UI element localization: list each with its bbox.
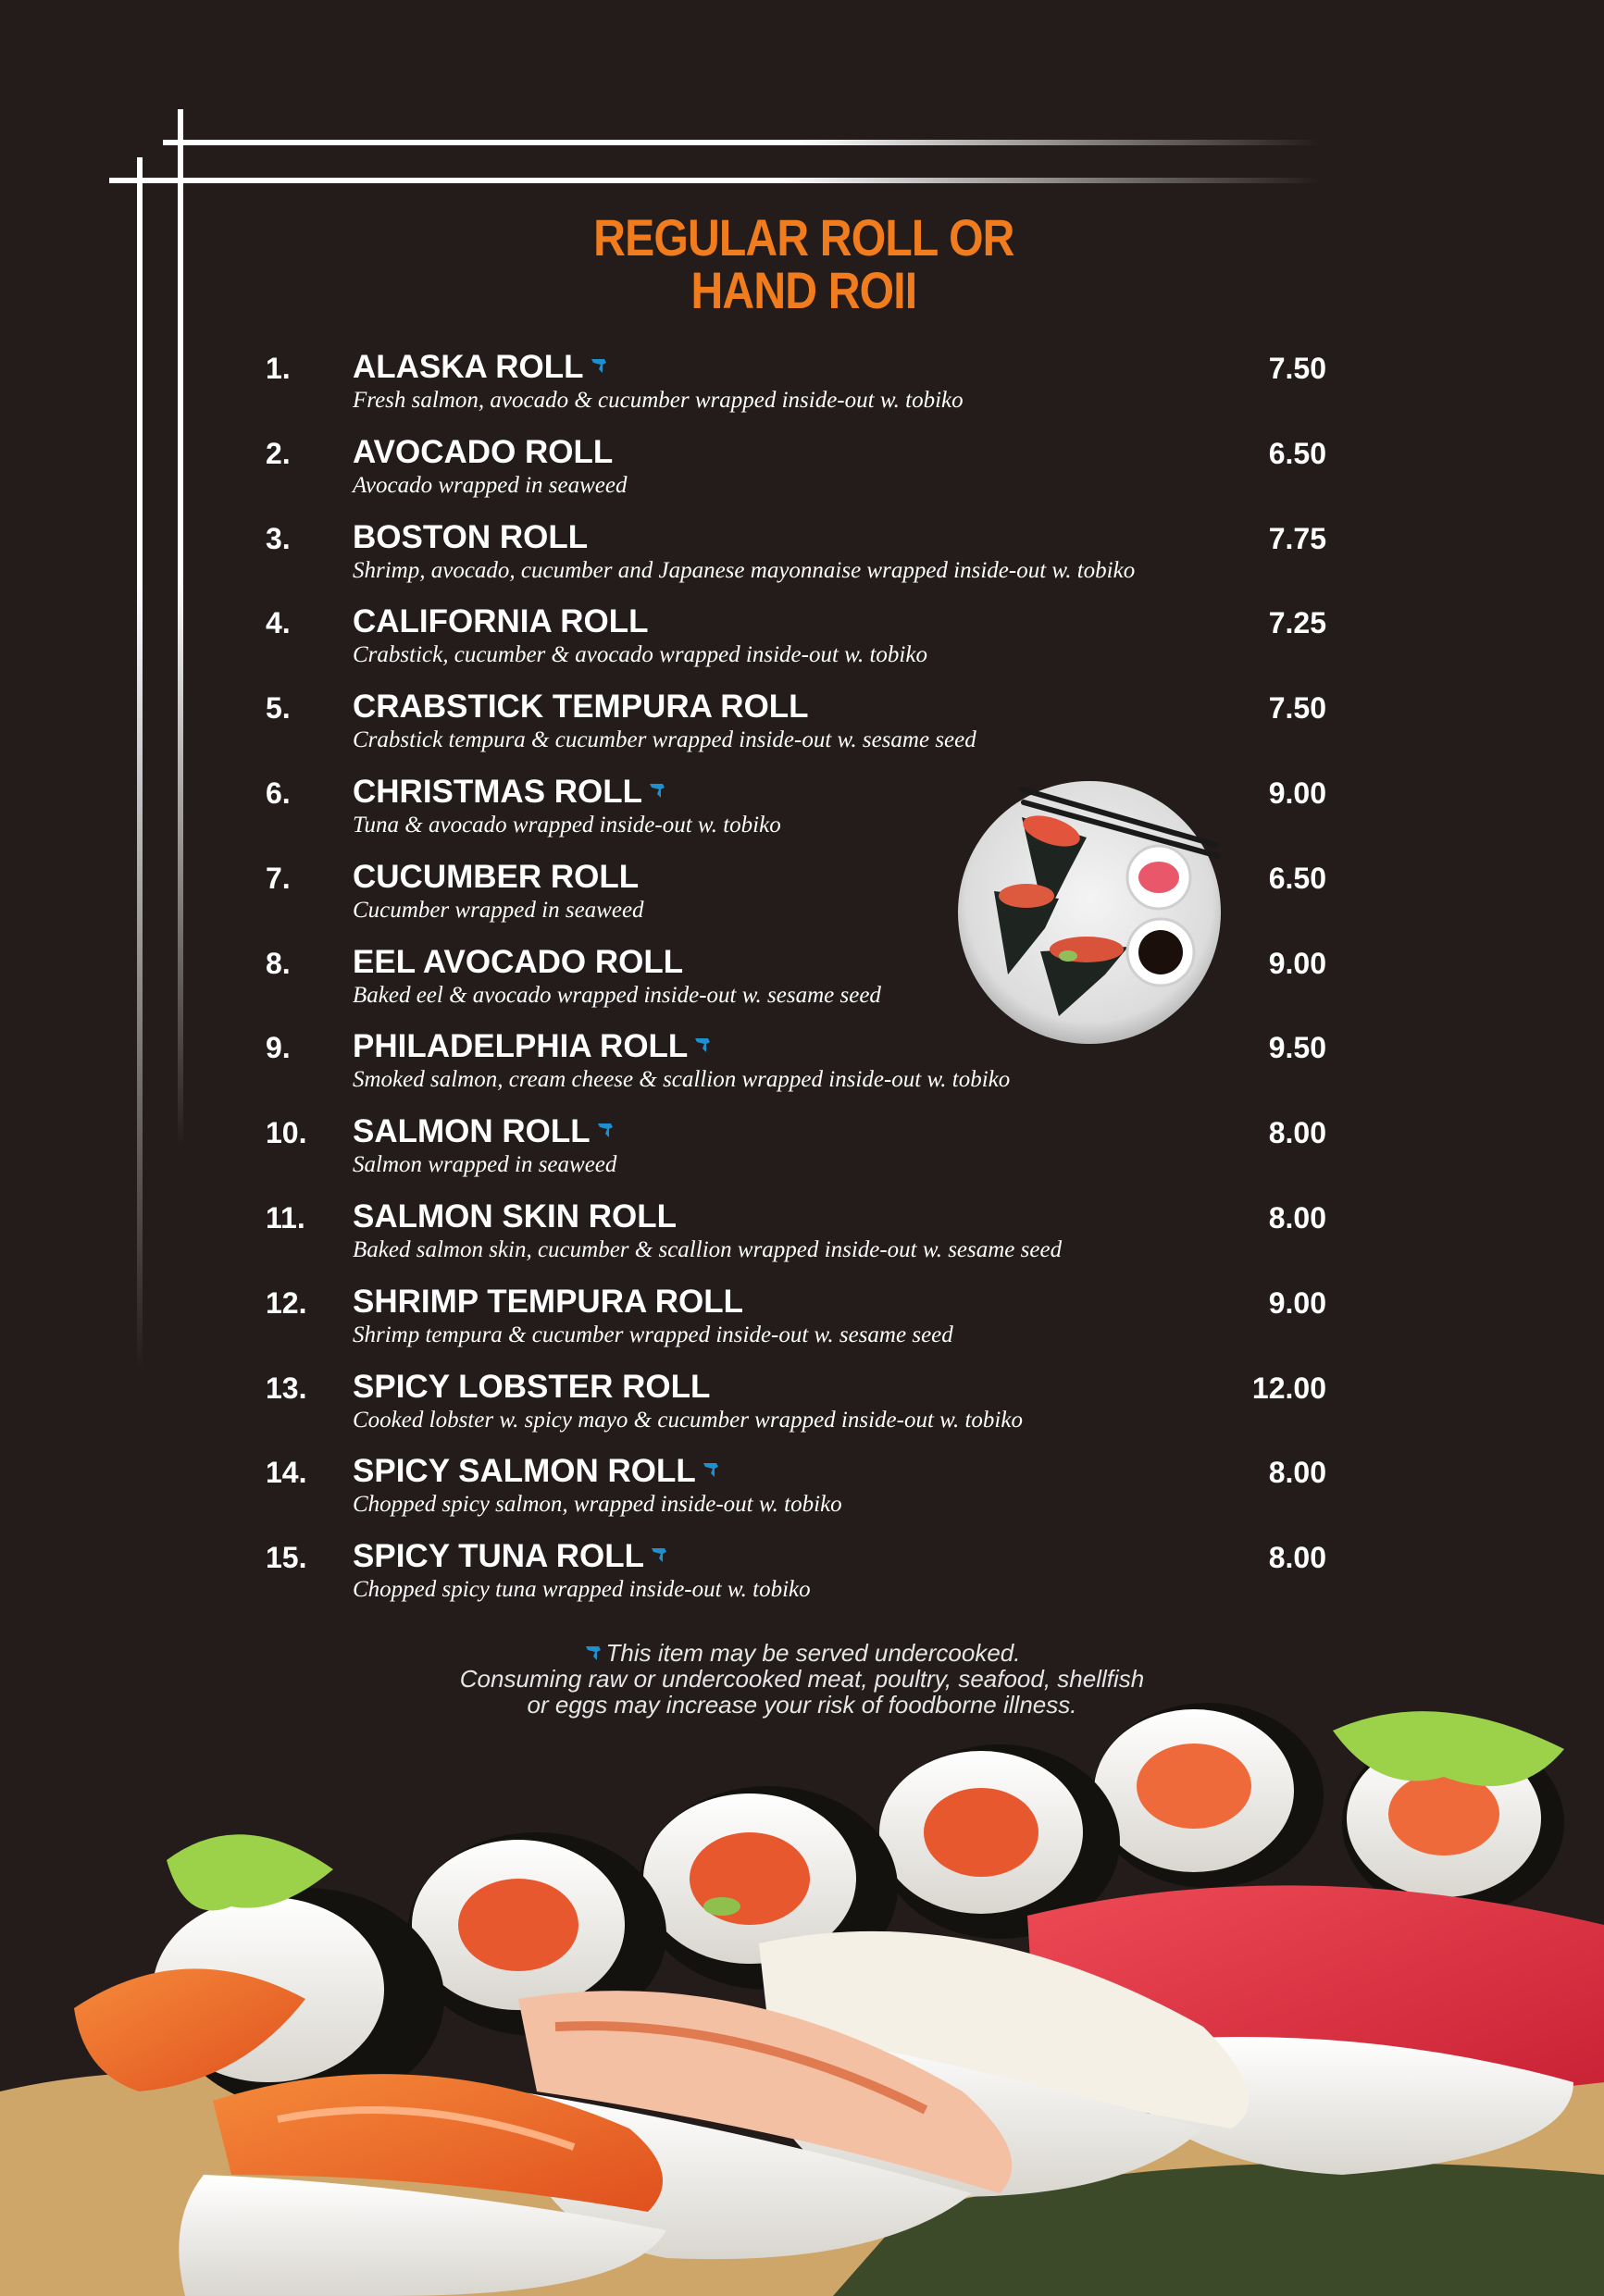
item-price: 7.75 xyxy=(1268,521,1326,555)
menu-item xyxy=(0,1198,1604,1286)
menu-item xyxy=(0,858,1604,947)
item-name xyxy=(353,1113,615,1150)
menu-item xyxy=(0,1028,1604,1116)
item-description: Smoked salmon, cream cheese & scallion wrapped inside-out w. tobiko xyxy=(353,1067,1011,1093)
item-number: 14. xyxy=(266,1456,307,1490)
fish-icon xyxy=(693,1036,712,1054)
item-name-text: BOSTON ROLL xyxy=(353,518,589,555)
item-number: 15. xyxy=(266,1541,307,1575)
item-name xyxy=(353,434,613,471)
item-description: Cucumber wrapped in seaweed xyxy=(353,897,644,923)
menu-item xyxy=(0,1283,1604,1371)
item-description: Fresh salmon, avocado & cucumber wrapped inside-out w. tobiko xyxy=(353,388,964,413)
item-name xyxy=(353,859,639,896)
menu-item xyxy=(0,1368,1604,1457)
item-description: Cooked lobster w. spicy mayo & cucumber wrapped inside-out w. tobiko xyxy=(353,1407,1023,1433)
item-number: 7. xyxy=(266,861,291,895)
item-number: 2. xyxy=(266,436,291,470)
item-name-text: SPICY SALMON ROLL xyxy=(353,1453,696,1490)
item-description: Baked eel & avocado wrapped inside-out w. sesame seed xyxy=(353,982,881,1008)
item-price: 8.00 xyxy=(1268,1541,1326,1575)
fish-icon xyxy=(590,356,608,375)
item-name xyxy=(353,1198,677,1235)
menu-item xyxy=(0,776,1604,862)
item-description: Tuna & avocado wrapped inside-out w. tobiko xyxy=(353,813,781,838)
item-name xyxy=(353,1538,668,1575)
item-name-text: CUCUMBER ROLL xyxy=(353,858,640,895)
item-name xyxy=(353,1284,743,1321)
warning-line-3: or eggs may increase your risk of foodborne illness. xyxy=(527,1691,1077,1719)
item-name-text: SALMON ROLL xyxy=(353,1113,591,1150)
item-price: 12.00 xyxy=(1251,1371,1326,1405)
warning-line-1 xyxy=(0,1640,1604,1666)
item-number: 1. xyxy=(266,352,291,385)
item-name xyxy=(353,603,649,640)
menu-item xyxy=(0,943,1604,1032)
item-description: Chopped spicy tuna wrapped inside-out w. tobiko xyxy=(353,1577,811,1603)
fish-icon xyxy=(584,1644,603,1662)
item-price: 6.50 xyxy=(1268,861,1326,895)
item-price: 9.00 xyxy=(1268,1285,1326,1320)
item-description: Shrimp, avocado, cucumber and Japanese mayonnaise wrapped inside-out w. tobiko xyxy=(353,557,1136,583)
item-name-text: AVOCADO ROLL xyxy=(353,433,614,470)
item-number: 3. xyxy=(266,521,291,555)
item-name-text: CALIFORNIA ROLL xyxy=(353,603,649,640)
item-name xyxy=(353,689,809,726)
item-name-text: CRABSTICK TEMPURA ROLL xyxy=(353,689,809,726)
item-number: 12. xyxy=(266,1285,307,1320)
item-number: 4. xyxy=(266,606,291,640)
item-price: 9.00 xyxy=(1268,776,1326,810)
frame-line-top-inner xyxy=(109,178,1320,183)
warning-line-2: Consuming raw or undercooked meat, poultry, seafood, shellfish xyxy=(459,1665,1145,1693)
item-number: 5. xyxy=(266,691,291,726)
menu-item xyxy=(0,691,1604,776)
item-description: Chopped spicy salmon, wrapped inside-out w. tobiko xyxy=(353,1492,842,1518)
hand-roll-plate-image xyxy=(957,780,1222,1045)
item-name xyxy=(353,519,588,556)
item-price: 8.00 xyxy=(1268,1456,1326,1490)
item-description: Shrimp tempura & cucumber wrapped inside-out w. sesame seed xyxy=(353,1322,953,1347)
item-name xyxy=(353,774,666,811)
item-name-text: SPICY TUNA ROLL xyxy=(353,1538,645,1575)
item-price: 7.25 xyxy=(1268,606,1326,640)
frame-line-top xyxy=(163,140,1320,145)
item-price: 7.50 xyxy=(1268,691,1326,726)
fish-icon xyxy=(648,781,666,800)
item-name xyxy=(353,1453,720,1490)
item-price: 9.00 xyxy=(1268,946,1326,980)
menu-item xyxy=(0,349,1604,437)
item-price: 8.00 xyxy=(1268,1116,1326,1150)
fish-icon xyxy=(702,1460,720,1479)
item-price: 8.00 xyxy=(1268,1201,1326,1235)
menu-item xyxy=(0,1538,1604,1626)
title-line-1: REGULAR ROLL OR xyxy=(593,208,1014,267)
warning-text-1: This item may be served undercooked. xyxy=(605,1639,1021,1667)
item-name-text: EEL AVOCADO ROLL xyxy=(353,943,684,980)
fish-icon xyxy=(596,1121,615,1139)
item-price: 6.50 xyxy=(1268,436,1326,470)
title-line-2: HAND ROII xyxy=(690,261,917,319)
item-description: Avocado wrapped in seaweed xyxy=(353,472,628,498)
item-number: 11. xyxy=(266,1201,305,1235)
item-number: 8. xyxy=(266,946,291,980)
item-description: Salmon wrapped in seaweed xyxy=(353,1152,617,1178)
item-number: 9. xyxy=(266,1031,291,1065)
item-name-text: SHRIMP TEMPURA ROLL xyxy=(353,1283,743,1320)
item-name-text: SALMON SKIN ROLL xyxy=(353,1198,677,1235)
item-description: Crabstick, cucumber & avocado wrapped inside-out w. tobiko xyxy=(353,642,927,668)
item-number: 6. xyxy=(266,776,291,810)
item-name xyxy=(353,944,683,981)
page-title xyxy=(114,208,1493,319)
item-description: Crabstick tempura & cucumber wrapped inside-out w. sesame seed xyxy=(353,727,976,753)
item-name-text: ALASKA ROLL xyxy=(353,349,584,385)
menu-item xyxy=(0,433,1604,522)
item-price: 7.50 xyxy=(1268,352,1326,385)
item-name-text: PHILADELPHIA ROLL xyxy=(353,1028,689,1065)
item-number: 13. xyxy=(266,1371,307,1405)
menu-item xyxy=(0,603,1604,691)
item-name-text: SPICY LOBSTER ROLL xyxy=(353,1368,711,1405)
item-description: Baked salmon skin, cucumber & scallion wrapped inside-out w. sesame seed xyxy=(353,1237,1063,1262)
item-price: 9.50 xyxy=(1268,1031,1326,1065)
menu-item xyxy=(0,1113,1604,1201)
item-name xyxy=(353,349,608,386)
sushi-platter-image xyxy=(0,1691,1604,2296)
item-number: 10. xyxy=(266,1116,307,1150)
fish-icon xyxy=(650,1545,668,1564)
menu-item xyxy=(0,1453,1604,1541)
menu-item xyxy=(0,518,1604,607)
item-name xyxy=(353,1369,710,1406)
item-name xyxy=(353,1028,712,1065)
item-name-text: CHRISTMAS ROLL xyxy=(353,774,643,810)
